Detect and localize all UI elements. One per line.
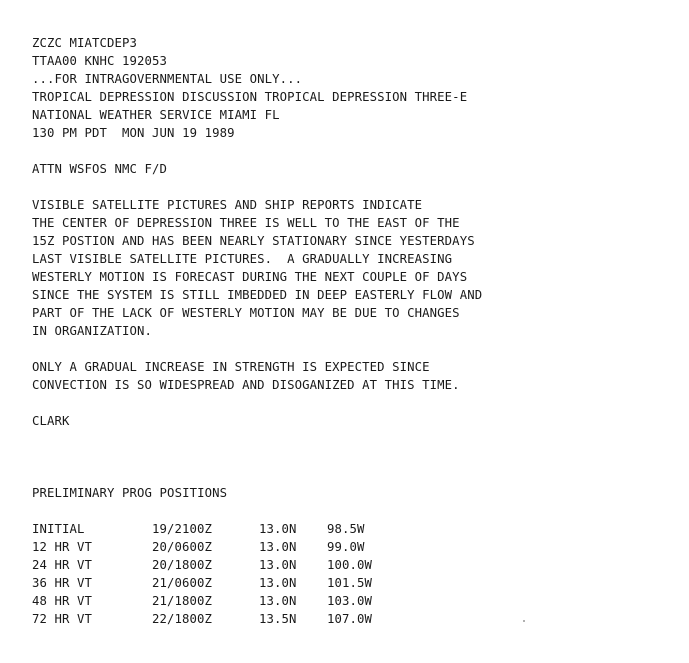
scan-speck [523, 620, 525, 622]
spacer [32, 502, 672, 520]
table-row [32, 556, 407, 574]
spacer [32, 430, 672, 484]
latitude: 13.5N [259, 612, 297, 626]
attn-line: ATTN WSFOS NMC F/D [32, 162, 168, 176]
spacer [32, 340, 672, 358]
forecast-label: 36 HR VT [32, 576, 93, 590]
forecast-label: 48 HR VT [32, 594, 93, 608]
header-line: ZCZC MIATCDEP3 [32, 36, 138, 50]
paragraph-line: VISIBLE SATELLITE PICTURES AND SHIP REPORTS INDICATE [32, 198, 423, 212]
table-row [32, 520, 407, 538]
header-line: NATIONAL WEATHER SERVICE MIAMI FL [32, 108, 280, 122]
valid-time: 20/0600Z [152, 540, 213, 554]
longitude: 103.0W [327, 594, 373, 608]
longitude: 107.0W [327, 612, 373, 626]
spacer [32, 394, 672, 412]
paragraph-line: ONLY A GRADUAL INCREASE IN STRENGTH IS EXPECTED SINCE [32, 360, 430, 374]
table-row [32, 574, 407, 592]
paragraph-line: IN ORGANIZATION. [32, 324, 153, 338]
paragraph-line: THE CENTER OF DEPRESSION THREE IS WELL TO THE EAST OF THE [32, 216, 460, 230]
valid-time: 22/1800Z [152, 612, 213, 626]
header-line: TROPICAL DEPRESSION DISCUSSION TROPICAL DEPRESSION THREE-E [32, 90, 468, 104]
paragraph-line: WESTERLY MOTION IS FORECAST DURING THE NEXT COUPLE OF DAYS [32, 270, 468, 284]
paragraph-line: CONVECTION IS SO WIDESPREAD AND DISOGANIZED AT THIS TIME. [32, 378, 460, 392]
table-row [32, 610, 407, 628]
valid-time: 20/1800Z [152, 558, 213, 572]
positions-table [32, 520, 407, 628]
header-block [32, 34, 672, 142]
forecast-label: 12 HR VT [32, 540, 93, 554]
table-row [32, 592, 407, 610]
table-row [32, 538, 407, 556]
header-line: 130 PM PDT MON JUN 19 1989 [32, 126, 235, 140]
latitude: 13.0N [259, 594, 297, 608]
longitude: 98.5W [327, 522, 365, 536]
header-line: TTAA00 KNHC 192053 [32, 54, 168, 68]
forecast-label: 24 HR VT [32, 558, 93, 572]
longitude: 100.0W [327, 558, 373, 572]
forecast-label: INITIAL [32, 522, 85, 536]
latitude: 13.0N [259, 576, 297, 590]
spacer [32, 142, 672, 160]
valid-time: 21/1800Z [152, 594, 213, 608]
latitude: 13.0N [259, 540, 297, 554]
latitude: 13.0N [259, 558, 297, 572]
paragraph-line: LAST VISIBLE SATELLITE PICTURES. A GRADUALLY INCREASING [32, 252, 453, 266]
header-line: ...FOR INTRAGOVERNMENTAL USE ONLY... [32, 72, 303, 86]
positions-title: PRELIMINARY PROG POSITIONS [32, 486, 228, 500]
longitude: 99.0W [327, 540, 365, 554]
forecaster-signature: CLARK [32, 414, 70, 428]
longitude: 101.5W [327, 576, 373, 590]
spacer [32, 178, 672, 196]
forecast-label: 72 HR VT [32, 612, 93, 626]
latitude: 13.0N [259, 522, 297, 536]
paragraph-line: SINCE THE SYSTEM IS STILL IMBEDDED IN DEEP EASTERLY FLOW AND [32, 288, 483, 302]
paragraph-line: 15Z POSTION AND HAS BEEN NEARLY STATIONARY SINCE YESTERDAYS [32, 234, 475, 248]
paragraph-strength [32, 358, 672, 394]
paragraph-discussion [32, 196, 672, 340]
valid-time: 21/0600Z [152, 576, 213, 590]
discussion-text [32, 34, 672, 628]
valid-time: 19/2100Z [152, 522, 213, 536]
paragraph-line: PART OF THE LACK OF WESTERLY MOTION MAY BE DUE TO CHANGES [32, 306, 460, 320]
